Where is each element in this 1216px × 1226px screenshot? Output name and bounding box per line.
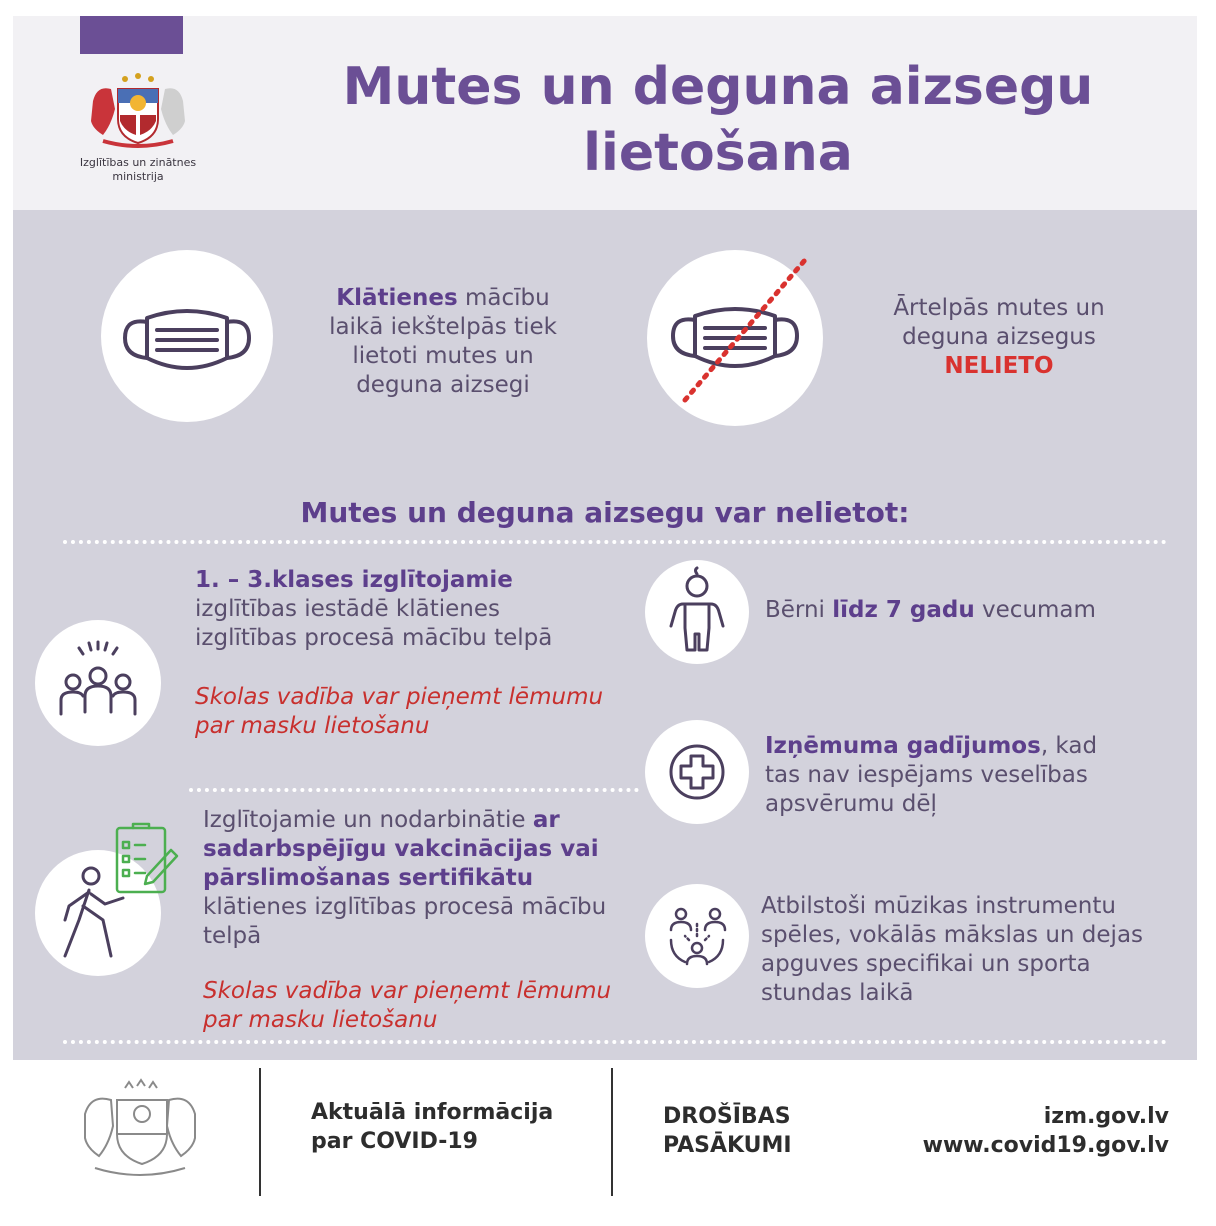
grades-heading: 1. – 3.klases izglītojamie	[195, 567, 513, 593]
exceptions-text	[765, 732, 1185, 819]
indoor-line2: laikā iekštelpās tiek	[329, 314, 557, 340]
face-mask-icon	[101, 250, 273, 422]
outdoor-line1: Ārtelpās mutes un	[893, 295, 1105, 321]
covid-info-line1: Aktuālā informācija	[311, 1100, 554, 1125]
grades-text	[195, 566, 635, 741]
music-line1: Atbilstoši mūzikas instrumentu	[761, 893, 1116, 919]
network-circle	[645, 884, 749, 988]
grades-line2: izglītības procesā mācību telpā	[195, 625, 553, 651]
medical-cross-icon	[645, 720, 749, 824]
section-subtitle: Mutes un deguna aizsegu var nelietot:	[300, 496, 910, 529]
ministry-name	[63, 156, 213, 184]
coat-of-arms-icon	[65, 1074, 215, 1184]
divider-left	[189, 788, 639, 792]
grades-line1: izglītības iestādē klātienes	[195, 596, 501, 622]
grades-note-line1: Skolas vadība var pieņemt lēmumu	[195, 684, 604, 710]
certificate-circle	[35, 850, 161, 976]
indoor-line4: deguna aizsegi	[356, 372, 530, 398]
music-line4: stundas laikā	[761, 980, 914, 1006]
certified-line2: sadarbspējīgu vakcinācijas vai	[203, 836, 599, 862]
indoor-bold: Klātienes	[336, 285, 458, 311]
crossed-mask-circle	[647, 250, 823, 426]
indoor-line1: mācību	[457, 285, 550, 311]
main-panel	[13, 210, 1197, 1060]
people-network-icon	[645, 884, 749, 988]
footer-divider-1	[259, 1068, 261, 1196]
safety-text	[663, 1102, 792, 1160]
safety-line2: PASĀKUMI	[663, 1133, 792, 1158]
music-line2: spēles, vokālās mākslas un dejas	[761, 922, 1144, 948]
group-circle	[35, 620, 161, 746]
divider-top	[63, 540, 1167, 544]
indoor-line3: lietoti mutes un	[352, 343, 534, 369]
medical-circle	[645, 720, 749, 824]
outdoor-text	[849, 294, 1149, 381]
header	[13, 16, 1197, 210]
certified-note-line1: Skolas vadība var pieņemt lēmumu	[203, 978, 612, 1004]
footer	[13, 1060, 1197, 1200]
certified-note-line2: par masku lietošanu	[203, 1007, 438, 1033]
certified-line5: telpā	[203, 923, 262, 949]
group-icon	[35, 620, 161, 746]
child-circle	[645, 560, 749, 664]
certified-line3: pārslimošanas sertifikātu	[203, 865, 534, 891]
music-text	[761, 892, 1191, 1008]
exceptions-line1: , kad	[1040, 733, 1098, 759]
izm-link[interactable]: izm.gov.lv	[1043, 1104, 1169, 1129]
header-accent-bar	[80, 16, 183, 54]
footer-links	[923, 1102, 1169, 1160]
music-line3: apguves specifikai un sporta	[761, 951, 1091, 977]
page-title	[263, 54, 1173, 186]
coat-of-arms-icon	[73, 71, 203, 151]
walking-certificate-icon	[35, 850, 205, 976]
divider-bottom	[63, 1040, 1167, 1044]
certified-line4: klātienes izglītības procesā mācību	[203, 894, 607, 920]
grades-note-line2: par masku lietošanu	[195, 713, 430, 739]
ministry-name-line1: Izglītības un zinātnes	[79, 156, 197, 169]
children-text-start: Bērni	[765, 597, 833, 623]
children-text-end: vecumam	[974, 597, 1096, 623]
child-icon	[645, 560, 749, 664]
safety-line1: DROŠĪBAS	[663, 1104, 791, 1129]
outdoor-line2: deguna aizsegus	[902, 324, 1096, 350]
certified-line1: Izglītojamie un nodarbinātie	[203, 807, 533, 833]
certified-text	[203, 806, 663, 1035]
indoor-text	[293, 284, 593, 400]
exceptions-line2: tas nav iespējams veselības	[765, 762, 1088, 788]
covid19-link[interactable]: www.covid19.gov.lv	[922, 1133, 1169, 1158]
children-bold: līdz 7 gadu	[832, 597, 975, 623]
outdoor-emphasis: NELIETO	[944, 353, 1054, 379]
footer-divider-2	[611, 1068, 613, 1196]
crossed-face-mask-icon	[647, 250, 823, 426]
title-line2: lietošana	[583, 123, 853, 183]
ministry-name-line2: ministrija	[112, 170, 164, 183]
poster	[13, 16, 1197, 1200]
covid-info-line2: par COVID-19	[311, 1129, 478, 1154]
exceptions-line3: apsvērumu dēļ	[765, 791, 937, 817]
exceptions-bold: Izņēmuma gadījumos	[765, 733, 1041, 759]
children-text	[765, 596, 1185, 625]
mask-circle	[101, 250, 273, 422]
title-line1: Mutes un deguna aizsegu	[342, 57, 1094, 117]
covid-info-text	[311, 1098, 553, 1156]
certified-line1-bold: ar	[532, 807, 560, 833]
